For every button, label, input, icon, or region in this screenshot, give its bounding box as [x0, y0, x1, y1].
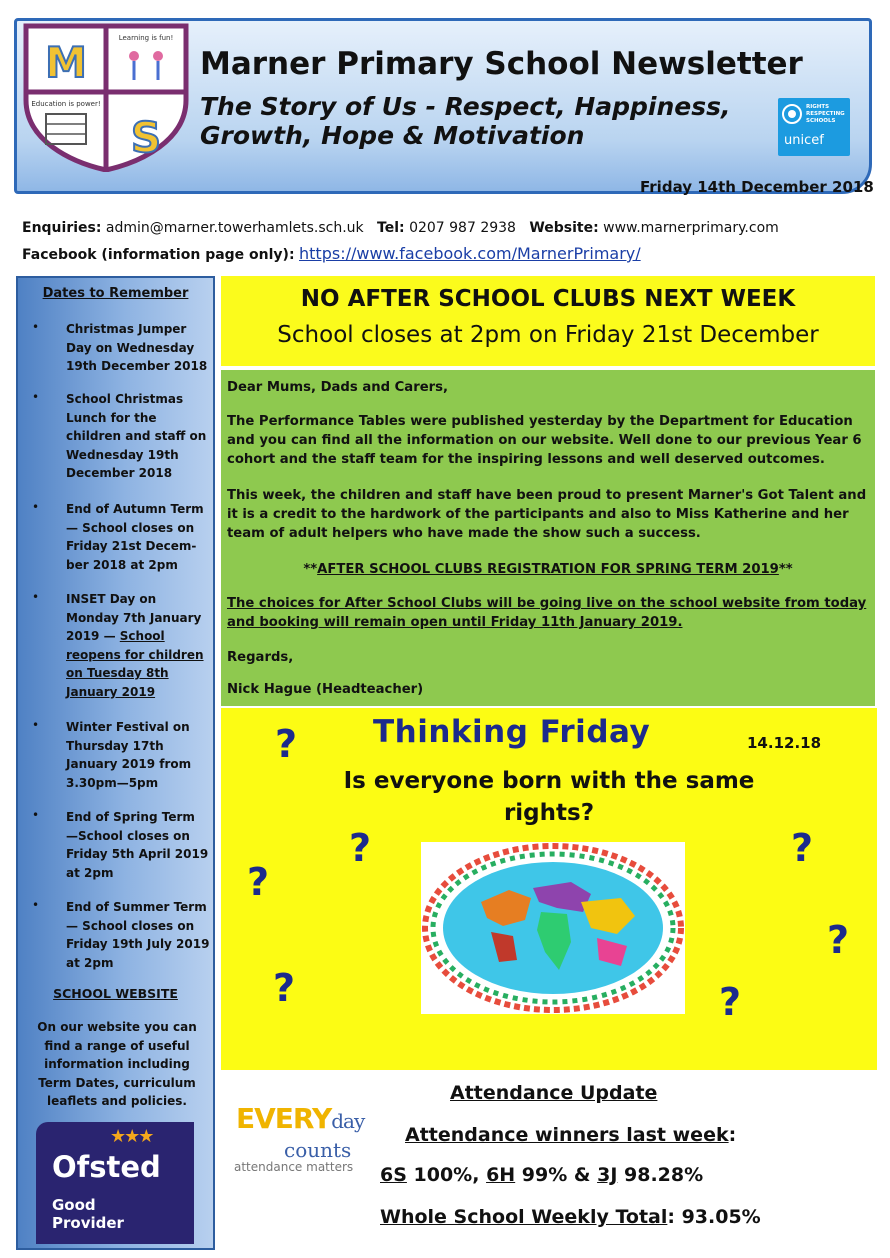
class-3j: 3J	[597, 1164, 618, 1186]
attendance-results	[380, 1164, 703, 1186]
attendance-winners-heading	[405, 1124, 736, 1146]
ofsted-rating: Good	[52, 1196, 96, 1214]
svg-text:S: S	[130, 113, 162, 162]
logo-day-text: day	[331, 1109, 365, 1133]
question-mark-icon: ?	[827, 918, 850, 962]
bullet-icon: •	[32, 898, 40, 912]
newsletter-date: Friday 14th December 2018	[640, 178, 874, 196]
class-6h: 6H	[486, 1164, 516, 1186]
everyday-counts-logo	[232, 1100, 365, 1180]
stars-icon: ★★★	[110, 1126, 153, 1147]
registration-heading-text: AFTER SCHOOL CLUBS REGISTRATION FOR SPRING TERM 2019	[317, 562, 779, 577]
date-item-text: End of Spring Term —School closes on Friday 5th April 2019 at 2pm	[66, 810, 209, 880]
question-mark-icon: ?	[273, 966, 296, 1010]
bullet-icon: •	[32, 808, 40, 822]
letter-signature: Nick Hague (Headteacher)	[227, 682, 424, 697]
ofsted-name: Ofsted	[52, 1150, 161, 1184]
question-mark-icon: ?	[349, 826, 372, 870]
letter-signoff: Regards,	[227, 650, 294, 665]
globe-image	[421, 842, 685, 1014]
school-crest-logo	[22, 22, 190, 172]
question-mark-icon: ?	[275, 722, 298, 766]
logo-every-text: EVERY	[236, 1102, 332, 1135]
globe-with-children-icon	[421, 842, 685, 1014]
attendance-title: Attendance Update	[450, 1082, 658, 1104]
svg-text:M: M	[45, 38, 87, 87]
bullet-icon: •	[32, 500, 40, 514]
date-item-text: Christmas Jumper Day on Wednesday 19th December 2018	[66, 322, 208, 374]
enquiries-label: Enquiries:	[22, 220, 102, 236]
svg-text:Learning is fun!: Learning is fun!	[118, 34, 174, 42]
letter-greeting: Dear Mums, Dads and Carers,	[227, 380, 449, 395]
svg-text:Education is power!: Education is power!	[31, 100, 101, 108]
newsletter-title: Marner Primary School Newsletter	[200, 46, 803, 82]
total-label: Whole School Weekly Total	[380, 1206, 668, 1228]
date-item-text: End of Autumn Term — School closes on Friday 21st Decem-ber 2018 at 2pm	[66, 502, 204, 572]
registration-heading	[227, 560, 869, 579]
everyday-logo-line-2: counts	[284, 1138, 352, 1162]
facebook-line	[22, 244, 641, 263]
inset-day-text: INSET Day on Monday 7th January 2019 —	[66, 592, 202, 644]
bullet-icon: •	[32, 718, 40, 732]
unicef-logo-icon	[778, 98, 850, 156]
whole-school-total	[380, 1206, 761, 1228]
question-line-1: Is everyone born with the same	[343, 768, 755, 794]
notice-subline: School closes at 2pm on Friday 21st December	[277, 322, 819, 348]
question-line-2: rights?	[503, 800, 595, 826]
subtitle-line-1: The Story of Us - Respect, Happiness,	[200, 92, 731, 121]
question-mark-icon: ?	[791, 826, 814, 870]
facebook-label: Facebook (information page only):	[22, 247, 295, 263]
school-website-text: On our website you can find a range of useful information including Term Dates, curriculum leaflets and policies.	[37, 1020, 197, 1109]
notice-box	[221, 276, 875, 366]
badge-line-2: RESPECTING	[806, 111, 845, 117]
date-item-text: End of Summer Term — School closes on Friday 19th July 2019 at 2pm	[66, 900, 210, 970]
badge-line-1: RIGHTS	[806, 104, 830, 110]
date-item-text	[66, 590, 211, 702]
ofsted-provider: Provider	[52, 1214, 124, 1232]
total-value: : 93.05%	[667, 1206, 761, 1228]
date-item-text: School Christmas Lunch for the children and staff on Wednesday 19th December 2018	[66, 392, 207, 481]
enquiries-email[interactable]: admin@marner.towerhamlets.sch.uk	[105, 220, 364, 236]
class-6h-value: 99% &	[515, 1164, 598, 1186]
subtitle-line-2: Growth, Hope & Motivation	[200, 121, 585, 150]
badge-brand: unicef	[784, 133, 824, 148]
website-label: Website:	[529, 220, 599, 236]
class-6s-value: 100%,	[406, 1164, 487, 1186]
tel-number: 0207 987 2938	[409, 220, 516, 236]
notice-headline: NO AFTER SCHOOL CLUBS NEXT WEEK	[300, 286, 796, 312]
everyday-logo-line-3: attendance matters	[234, 1160, 354, 1174]
registration-suffix: **	[778, 562, 793, 577]
newsletter-subtitle	[200, 92, 760, 150]
bullet-icon: •	[32, 390, 40, 404]
bullet-icon: •	[32, 320, 40, 334]
thinking-friday-panel	[221, 708, 877, 1070]
website-url[interactable]: www.marnerprimary.com	[603, 220, 779, 236]
class-6s: 6S	[380, 1164, 407, 1186]
thinking-friday-date: 14.12.18	[747, 734, 822, 752]
bullet-icon: •	[32, 590, 40, 604]
winners-label: Attendance winners last week	[405, 1124, 729, 1146]
headteacher-letter	[221, 370, 875, 706]
school-website-heading: SCHOOL WEBSITE	[53, 986, 178, 1001]
registration-prefix: **	[303, 562, 318, 577]
school-reopens-text: School reopens for children on Tuesday 8th January 2019	[66, 629, 204, 699]
question-mark-icon: ?	[719, 980, 742, 1024]
ofsted-badge	[36, 1122, 194, 1244]
question-mark-icon: ?	[247, 860, 270, 904]
tel-label: Tel:	[377, 220, 405, 236]
contact-line	[22, 220, 779, 236]
letter-paragraph-2: This week, the children and staff have been proud to present Marner's Got Talent and it is a credit to the hardwork of the participants and also to Miss Katherine and her team of adult helpers who have made the show such a success.	[227, 488, 867, 541]
thinking-friday-title: Thinking Friday	[373, 714, 651, 750]
winners-colon: :	[728, 1124, 737, 1146]
badge-line-3: SCHOOLS	[806, 118, 836, 124]
facebook-link[interactable]: https://www.facebook.com/MarnerPrimary/	[299, 244, 641, 263]
registration-text: The choices for After School Clubs will be going live on the school website from today and booking will remain open until Friday 11th January 2019.	[227, 596, 867, 630]
dates-to-remember-heading: Dates to Remember	[42, 286, 189, 301]
rights-respecting-schools-badge	[778, 98, 850, 156]
class-3j-value: 98.28%	[617, 1164, 704, 1186]
dates-sidebar	[16, 276, 215, 1250]
everyday-logo-line-1	[236, 1102, 364, 1135]
letter-paragraph-1: The Performance Tables were published yesterday by the Department for Education and you can find all the information on our website. Well done to our previous Year 6 cohort and the staff team for the inspiring lessons and well deserved outcomes.	[227, 414, 862, 467]
date-item-text: Winter Festival on Thursday 17th January 2019 from 3.30pm—5pm	[66, 720, 192, 790]
